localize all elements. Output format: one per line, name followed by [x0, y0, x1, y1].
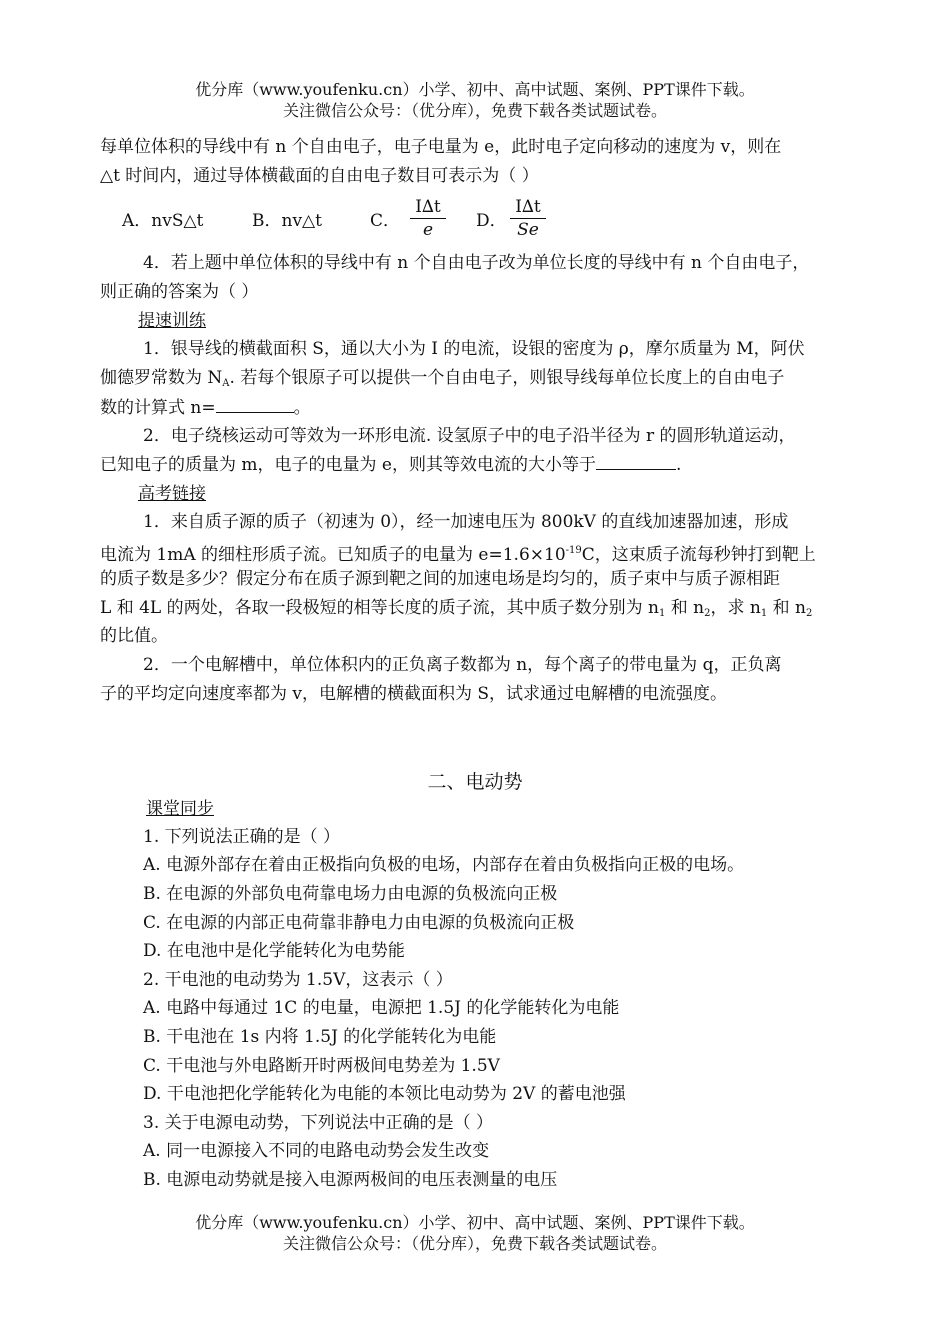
subscript: A: [222, 378, 230, 389]
q3-option-d: D．: [476, 211, 507, 231]
fraction-denominator: e: [422, 220, 434, 240]
s2-q2-option-d: D. 干电池把化学能转化为电能的本领比电动势为 2V 的蓄电池强: [143, 1084, 626, 1104]
text-span: 已知电子的质量为 m，电子的电量为 e，则其等效电流的大小等于: [100, 455, 596, 475]
footer-line-1: 优分库（www.youfenku.cn）小学、初中、高中试题、案例、PPT课件下载。: [195, 1213, 755, 1232]
section-title: 二、电动势: [427, 771, 523, 793]
section-subheading: 课堂同步: [146, 799, 214, 819]
subscript: 2: [805, 608, 813, 619]
text-span: 。: [293, 398, 311, 418]
text-span: .: [676, 455, 682, 475]
gaokao-p1-line-5: 的比值。: [100, 626, 168, 646]
subscript: 1: [760, 608, 768, 619]
subscript: 2: [704, 608, 711, 619]
speed-p1-line-3: [100, 396, 890, 419]
footer-line-2: 关注微信公众号：（优分库），免费下载各类试题试卷。: [282, 1234, 667, 1253]
s2-q3: 3. 关于电源电动势，下列说法中正确的是（ ）: [143, 1113, 494, 1133]
q3-option-d-fraction: [510, 196, 546, 241]
header-line-2: 关注微信公众号：（优分库），免费下载各类试题试卷。: [282, 101, 667, 120]
gaokao-p2-line-2: 子的平均定向速度率都为 v，电解槽的横截面积为 S，试求通过电解槽的电流强度。: [100, 684, 728, 704]
answer-blank: [216, 396, 294, 413]
text-span: 伽德罗常数为 N: [100, 368, 223, 388]
s2-q1-option-b: B. 在电源的外部负电荷靠电场力由电源的负极流向正极: [143, 884, 558, 904]
subscript: 1: [658, 608, 666, 619]
gaokao-p1-line-3: 的质子数是多少？假定分布在质子源到靶之间的加速电场是均匀的，质子束中与质子源相距: [100, 569, 780, 589]
speed-p2-line-2: [100, 453, 890, 476]
s2-q2-option-a: A. 电路中每通过 1C 的电量，电源把 1.5J 的化学能转化为电能: [143, 998, 620, 1018]
s2-q3-option-b: B. 电源电动势就是接入电源两极间的电压表测量的电压: [143, 1170, 558, 1190]
text-span: C，这束质子流每秒钟打到靶上: [581, 545, 816, 565]
answer-blank: [596, 453, 676, 470]
s2-q1-option-c: C. 在电源的内部正电荷靠非静电力由电源的负极流向正极: [143, 913, 575, 933]
fraction-numerator: I∆t: [515, 197, 541, 217]
s2-q2-option-b: B. 干电池在 1s 内将 1.5J 的化学能转化为电能: [143, 1027, 497, 1047]
speed-p1-line-1: 1．银导线的横截面积 S，通以大小为 I 的电流，设银的密度为 ρ，摩尔质量为 M，阿伏: [143, 339, 805, 359]
header-line-1: 优分库（www.youfenku.cn）小学、初中、高中试题、案例、PPT课件下载。: [195, 80, 755, 99]
gaokao-p1-line-1: 1．来自质子源的质子（初速为 0），经一加速电压为 800kV 的直线加速器加速，形成: [143, 512, 789, 532]
q3-line-1: 每单位体积的导线中有 n 个自由电子，电子电量为 e，此时电子定向移动的速度为 v，则在: [100, 137, 782, 157]
fraction-denominator: Se: [517, 220, 539, 240]
text-span: ，求 n: [710, 598, 761, 618]
s2-q1: 1. 下列说法正确的是（ ）: [143, 827, 341, 847]
q3-line-2: △t 时间内，通过导体横截面的自由电子数目可表示为（ ）: [100, 166, 539, 186]
text-span: . 若每个银原子可以提供一个自由电子，则银导线每单位长度上的自由电子: [229, 368, 785, 388]
s2-q1-option-d: D. 在电池中是化学能转化为电势能: [143, 941, 405, 961]
speed-p2-line-1: 2．电子绕核运动可等效为一环形电流. 设氢原子中的电子沿半径为 r 的圆形轨道运动，: [143, 426, 796, 446]
q4-line-1: 4．若上题中单位体积的导线中有 n 个自由电子改为单位长度的导线中有 n 个自由电子，: [143, 253, 810, 273]
q3-option-c-fraction: [410, 196, 446, 241]
speed-training-heading: 提速训练: [138, 311, 206, 331]
text-span: 和 n: [665, 598, 705, 618]
s2-q2: 2. 干电池的电动势为 1.5V，这表示（ ）: [143, 970, 453, 990]
s2-q3-option-a: A. 同一电源接入不同的电路电动势会发生改变: [143, 1141, 490, 1161]
gaokao-heading: 高考链接: [138, 484, 206, 504]
text-span: L 和 4L 的两处，各取一段极短的相等长度的质子流，其中质子数分别为 n: [100, 598, 659, 618]
q4-line-2: 则正确的答案为（ ）: [100, 282, 259, 302]
text-span: 数的计算式 n=: [100, 398, 216, 418]
speed-p1-line-2: [100, 367, 890, 395]
q3-option-c: C．: [370, 211, 401, 231]
q3-option-a: A．nvS△t: [122, 211, 204, 231]
gaokao-p2-line-1: 2．一个电解槽中，单位体积内的正负离子数都为 n，每个离子的带电量为 q，正负离: [143, 655, 782, 675]
q3-option-b: B．nv△t: [252, 211, 322, 231]
fraction-numerator: I∆t: [415, 197, 441, 217]
gaokao-p1-line-2: [100, 540, 890, 566]
s2-q1-option-a: A. 电源外部存在着由正极指向负极的电场，内部存在着由负极指向正极的电场。: [143, 855, 745, 875]
gaokao-p1-line-4: [100, 597, 890, 625]
text-span: 电流为 1mA 的细柱形质子流。已知质子的电量为 e=1.6×10: [100, 545, 566, 565]
s2-q2-option-c: C. 干电池与外电路断开时两极间电势差为 1.5V: [143, 1056, 500, 1076]
text-span: 和 n: [767, 598, 806, 618]
superscript: -19: [565, 545, 582, 556]
